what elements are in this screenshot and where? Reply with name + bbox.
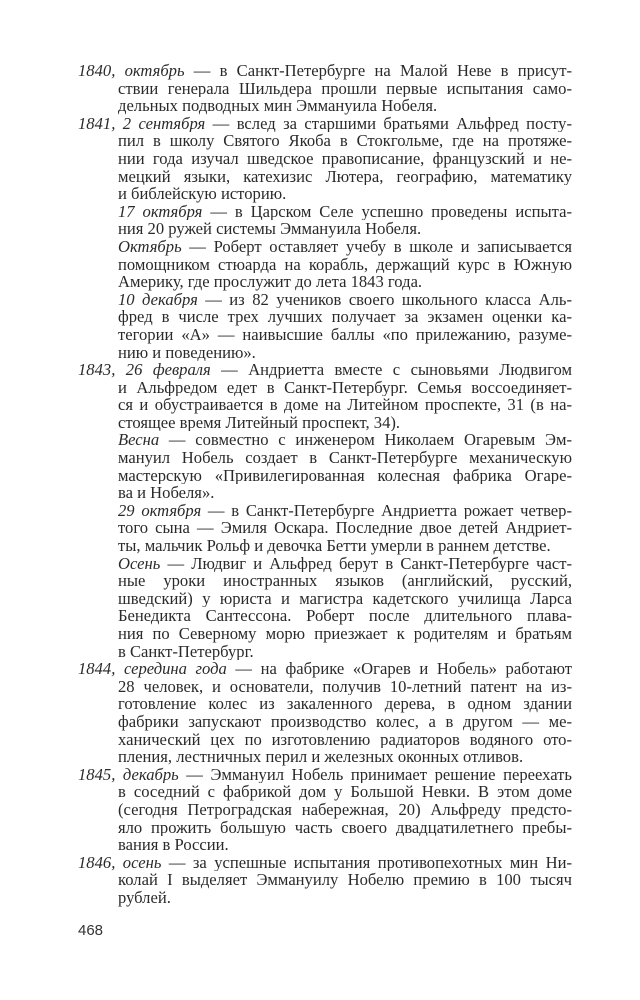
entry-line	[118, 643, 572, 661]
entry-text: колай I выделяет Эммануилу Нобелю премию в 100 тысяч	[118, 871, 572, 889]
chronology-entry	[78, 502, 572, 555]
entry-text: — за успешные испытания противопехотных мин Ни-	[161, 853, 572, 872]
entry-text: и библейскую историю.	[118, 185, 287, 203]
entry-line	[78, 854, 572, 872]
chronology-entry	[78, 115, 572, 203]
page-number: 468	[78, 922, 104, 939]
entry-date: 1846, осень	[78, 853, 162, 872]
entry-text: стоящее время Литейный проспект, 34).	[118, 413, 401, 432]
entry-line	[118, 678, 572, 696]
entry-line	[118, 326, 572, 344]
entry-text: рублей.	[118, 888, 171, 907]
entry-date: Октябрь	[118, 237, 182, 256]
entry-text: — Андриетта вместе с сыновьями Людвигом	[210, 361, 572, 379]
entry-line	[118, 80, 572, 98]
entry-date: 1843, 26 февраля	[78, 361, 211, 379]
chronology-entry	[78, 660, 572, 766]
entry-line	[118, 291, 572, 309]
entry-text: мануил Нобель создает в Санкт-Петербурге механическую	[118, 449, 572, 467]
entry-line	[118, 625, 572, 643]
entry-text: мецкий языки, катехизис Лютера, географию, математику	[118, 167, 572, 186]
entry-line	[118, 308, 572, 326]
chronology-entry	[78, 766, 572, 854]
entry-text: Америку, где прослужит до лета 1843 года.	[118, 273, 423, 291]
entry-line	[118, 502, 572, 520]
entry-date: 1844, середина года	[78, 660, 227, 678]
entry-text: нии года изучал шведское правописание, французский и не-	[118, 149, 572, 168]
entry-line	[118, 731, 572, 749]
entry-text: — в Санкт-Петербурге на Малой Неве в присут-	[184, 62, 572, 80]
entry-line	[118, 871, 572, 889]
entry-text: — Людвиг и Альфред берут в Санкт-Петербурге част-	[160, 554, 572, 573]
entry-line	[118, 695, 572, 713]
chronology-entry	[78, 555, 572, 661]
entry-text: — в Царском Селе успешно проведены испыта-	[202, 202, 572, 221]
entry-line	[118, 889, 572, 907]
entry-line	[78, 766, 572, 784]
entry-text: тегории «А» — наивысшие баллы «по прилежанию, разуме-	[118, 325, 572, 344]
entry-line	[118, 97, 572, 115]
entry-text: ся и обустраивается в доме на Литейном проспекте, 31 (в на-	[118, 396, 572, 414]
entry-line	[118, 379, 572, 397]
entry-line	[118, 572, 572, 590]
chronology-entry	[78, 238, 572, 291]
entry-text: (сегодня Петроградская набережная, 20) Альфреду предсто-	[118, 800, 572, 819]
chronology-entry	[78, 203, 572, 238]
entry-date: Весна	[118, 431, 160, 450]
entry-text: пил в школу Святого Якоба в Стокгольме, где на протяже-	[118, 132, 572, 150]
chronology-text	[78, 62, 572, 907]
entry-text: в Санкт-Петербург.	[118, 642, 254, 661]
entry-text: — из 82 учеников своего школьного класса Аль-	[197, 290, 572, 309]
entry-text: — Эммануил Нобель принимает решение переехать	[178, 765, 572, 784]
entry-line	[118, 537, 572, 555]
entry-text: пления, лестничных перил и железных оконных отливов.	[118, 748, 524, 766]
entry-text: — в Санкт-Петербурге Андриетта рожает четвер-	[201, 501, 572, 520]
chronology-entry	[78, 361, 572, 431]
entry-line	[118, 431, 572, 449]
entry-date: 17 октября	[118, 202, 203, 221]
entry-text: — вслед за старшими братьями Альфред посту-	[205, 114, 572, 133]
entry-text: вания в России.	[118, 836, 229, 854]
entry-line	[78, 62, 572, 80]
entry-line	[118, 238, 572, 256]
entry-text: ния по Северному морю приезжает к родителям и братьям	[118, 625, 572, 643]
entry-text: и Альфредом едет в Санкт-Петербург. Семья воссоединяет-	[118, 378, 572, 397]
entry-text: фабрики запускают производство колес, а в другом — ме-	[118, 712, 572, 731]
entry-line	[118, 801, 572, 819]
entry-line	[118, 836, 572, 854]
entry-line	[118, 449, 572, 467]
entry-text: ния 20 ружей системы Эммануила Нобеля.	[118, 220, 422, 238]
entry-line	[118, 168, 572, 186]
entry-line	[118, 414, 572, 432]
entry-text: — совместно с инженером Николаем Огаревым Эм-	[159, 431, 572, 450]
entry-date: 10 декабря	[118, 290, 198, 309]
entry-line	[118, 256, 572, 274]
entry-line	[118, 396, 572, 414]
entry-line	[118, 273, 572, 291]
entry-text: в соседний с фабрикой дом у Большой Невки. В этом доме	[118, 783, 572, 801]
entry-line	[118, 185, 572, 203]
entry-line	[118, 519, 572, 537]
entry-text: мастерскую «Привилегированная колесная фабрика Огаре-	[118, 466, 572, 485]
entry-date: 1840, октябрь	[78, 62, 185, 80]
entry-text: — Роберт оставляет учебу в школе и записывается	[181, 237, 572, 256]
entry-line	[78, 115, 572, 133]
entry-text: яло прожить большую часть своего двадцатилетнего пребы-	[118, 818, 572, 837]
entry-line	[118, 132, 572, 150]
entry-text: дельных подводных мин Эммануила Нобеля.	[118, 97, 438, 115]
entry-text: шведский) у юриста и магистра кадетского училища Ларса	[118, 589, 572, 608]
entry-line	[118, 607, 572, 625]
entry-date: 29 октября	[118, 501, 202, 520]
entry-line	[118, 748, 572, 766]
entry-text: ва и Нобеля».	[118, 484, 215, 502]
entry-line	[118, 783, 572, 801]
entry-line	[118, 590, 572, 608]
entry-line	[118, 467, 572, 485]
entry-line	[118, 819, 572, 837]
entry-text: нию и поведению».	[118, 343, 256, 362]
chronology-entry	[78, 431, 572, 501]
entry-text: фред в числе трех лучших получает за экзамен оценки ка-	[118, 308, 572, 326]
entry-text: Бенедикта Сантессона. Роберт после длительного плава-	[118, 607, 572, 625]
entry-text: — на фабрике «Огарев и Нобель» работают	[226, 660, 572, 678]
entry-date: 1841, 2 сентября	[78, 114, 206, 133]
entry-text: помощником стюарда на корабль, держащий курс в Южную	[118, 255, 572, 274]
entry-text: 28 человек, и основатели, получив 10-летний патент на из-	[118, 677, 572, 696]
entry-line	[78, 660, 572, 678]
entry-line	[78, 361, 572, 379]
entry-line	[118, 713, 572, 731]
chronology-entry	[78, 291, 572, 361]
entry-text: ханический цех по изготовлению радиаторов водяного ото-	[118, 730, 572, 749]
entry-text: ные уроки иностранных языков (английский, русский,	[118, 572, 572, 590]
entry-date: 1845, декабрь	[78, 765, 179, 784]
entry-text: ствии генерала Шильдера прошли первые испытания само-	[118, 79, 572, 98]
entry-line	[118, 150, 572, 168]
entry-line	[118, 555, 572, 573]
entry-text: готовление колес из закаленного дерева, в одном здании	[118, 695, 572, 713]
chronology-entry	[78, 854, 572, 907]
entry-date: Осень	[118, 554, 161, 573]
chronology-entry	[78, 62, 572, 115]
entry-line	[118, 220, 572, 238]
entry-line	[118, 484, 572, 502]
entry-text: того сына — Эмиля Оскара. Последние двое детей Андриет-	[118, 519, 572, 538]
entry-text: ты, мальчик Рольф и девочка Бетти умерли в раннем детстве.	[118, 537, 551, 555]
entry-line	[118, 203, 572, 221]
entry-line	[118, 344, 572, 362]
